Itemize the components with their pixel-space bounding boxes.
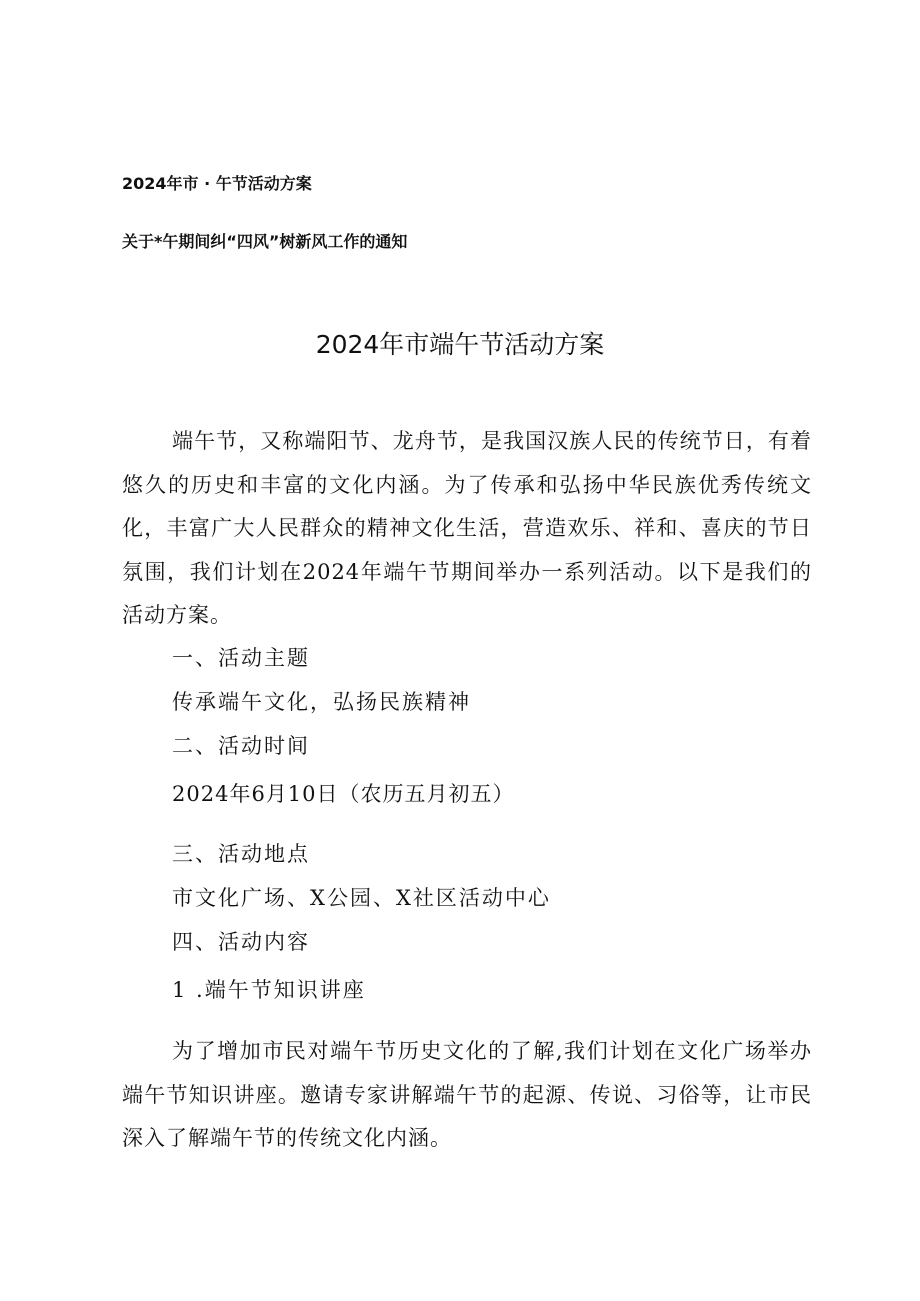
section-text-place: 市文化广场、X公园、X社区活动中心 xyxy=(172,886,551,910)
page-title: 2024年市端午节活动方案 xyxy=(315,330,605,359)
section-heading-place: 三、活动地点 xyxy=(172,842,310,866)
toc-link-activity-plan[interactable]: 2024年市 · 午节活动方案 xyxy=(122,174,312,193)
section-heading-theme: 一、活动主题 xyxy=(172,646,310,670)
subsection-heading-lecture: 1 .端午节知识讲座 xyxy=(172,978,366,1002)
section-text-time: 2024年6月10日（农历五月初五） xyxy=(172,782,515,806)
lecture-paragraph: 为了增加市民对端午节历史文化的了解,我们计划在文化广场举办端午节知识讲座。邀请专家讲解端午节的起源、传说、习俗等，让市民深入了解端午节的传统文化内涵。 xyxy=(122,1039,812,1150)
section-heading-content: 四、活动内容 xyxy=(172,930,310,954)
toc-link-notice[interactable]: 关于*午期间纠“四风”树新风工作的通知 xyxy=(122,232,408,251)
section-text-theme: 传承端午文化，弘扬民族精神 xyxy=(172,690,471,714)
section-heading-time: 二、活动时间 xyxy=(172,734,310,758)
intro-paragraph: 端午节，又称端阳节、龙舟节，是我国汉族人民的传统节日，有着悠久的历史和丰富的文化内涵。为了传承和弘扬中华民族优秀传统文化，丰富广大人民群众的精神文化生活，营造欢乐、祥和、喜庆的节日氛围，我们计划在2024年端午节期间举办一系列活动。以下是我们的活动方案。 xyxy=(122,429,812,627)
